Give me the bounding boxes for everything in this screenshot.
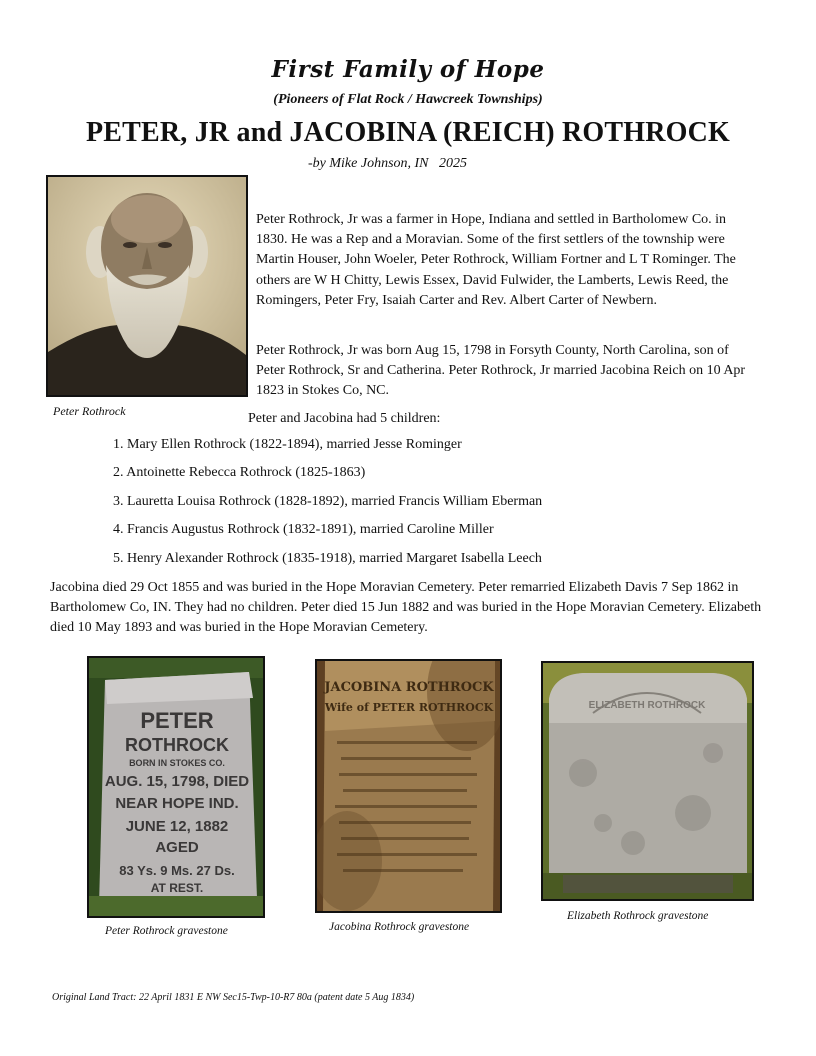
portrait-photo — [46, 175, 248, 397]
byline: -by Mike Johnson, IN 2025 — [308, 156, 468, 171]
series-title: First Family of Hope — [271, 56, 545, 83]
children-intro: Peter and Jacobina had 5 children: — [248, 411, 441, 426]
peter-stone-line: 83 Ys. 9 Ms. 27 Ds. — [119, 863, 235, 878]
elizabeth-gravestone-photo — [541, 661, 754, 901]
list-item: 1. Mary Ellen Rothrock (1822-1894), married Jesse Rominger — [113, 437, 462, 452]
peter-stone-line: AT REST. — [150, 881, 204, 895]
jacobina-gravestone-photo — [315, 659, 502, 913]
peter-gravestone-photo — [87, 656, 265, 918]
list-item: 2. Antoinette Rebecca Rothrock (1825-1863) — [113, 465, 366, 480]
peter-stone-line: BORN IN STOKES CO. — [129, 758, 225, 768]
peter-stone-line: NEAR HOPE IND. — [115, 795, 239, 812]
jacobina-stone-name: JACOBINA ROTHROCK — [324, 680, 494, 695]
death-remarriage-paragraph: Jacobina died 29 Oct 1855 and was buried in the Hope Moravian Cemetery. Peter remarried Elizabeth Davis 7 Sep 1862 in Bartholomew Co, IN. They had no children. Peter died 15 Jun 1882 and was buried in the Hope Moravian Cemetery. Elizabeth died 10 May 1893 and was buried in the Hope Moravian Cemetery. — [50, 580, 762, 636]
peter-gravestone-caption: Peter Rothrock gravestone — [105, 925, 228, 937]
portrait-image — [48, 177, 246, 395]
elizabeth-stone-name: ELIZABETH ROTHROCK — [588, 700, 706, 711]
list-item: 4. Francis Augustus Rothrock (1832-1891), married Caroline Miller — [113, 522, 494, 537]
list-item: 3. Lauretta Louisa Rothrock (1828-1892), married Francis William Eberman — [113, 494, 543, 509]
page-title: PETER, JR and JACOBINA (REICH) ROTHROCK — [85, 117, 731, 148]
series-subtitle: (Pioneers of Flat Rock / Hawcreek Townships) — [273, 92, 543, 107]
jacobina-stone-line: Wife of PETER ROTHROCK — [324, 701, 494, 714]
jacobina-gravestone-caption: Jacobina Rothrock gravestone — [329, 921, 470, 933]
peter-stone-line: AGED — [155, 839, 199, 856]
intro-paragraph: Peter Rothrock, Jr was a farmer in Hope, Indiana and settled in Bartholomew Co. in 1830. He was a Rep and a Moravian. Some of the first settlers of the township were Martin Houser, John Woeler, Peter Rothrock, William Fortner and L T Rominger. The others are W H Chitty, Lewis Essex, David Fulwider, the Lamberts, Lewis Reed, the Romingers, Peter Fry, Isaiah Carter and Rev. Albert Carter of Newbern. — [256, 212, 736, 308]
peter-stone-name: PETER — [140, 708, 214, 733]
peter-stone-line: AUG. 15, 1798, DIED — [104, 773, 250, 790]
peter-stone-line: JUNE 12, 1882 — [125, 818, 229, 835]
portrait-caption: Peter Rothrock — [53, 404, 126, 418]
elizabeth-gravestone-caption: Elizabeth Rothrock gravestone — [567, 910, 709, 922]
peter-stone-surname: ROTHROCK — [125, 735, 229, 755]
birth-marriage-paragraph: Peter Rothrock, Jr was born Aug 15, 1798 in Forsyth County, North Carolina, son of Peter Rothrock, Sr and Catherina. Peter Rothrock, Jr married Jacobina Reich on 10 Apr 1823 in Stokes Co, NC. — [256, 343, 746, 399]
land-tract-footnote: Original Land Tract: 22 April 1831 E NW Sec15-Twp-10-R7 80a (patent date 5 Aug 1834) — [52, 992, 415, 1003]
list-item: 5. Henry Alexander Rothrock (1835-1918), married Margaret Isabella Leech — [113, 551, 542, 566]
